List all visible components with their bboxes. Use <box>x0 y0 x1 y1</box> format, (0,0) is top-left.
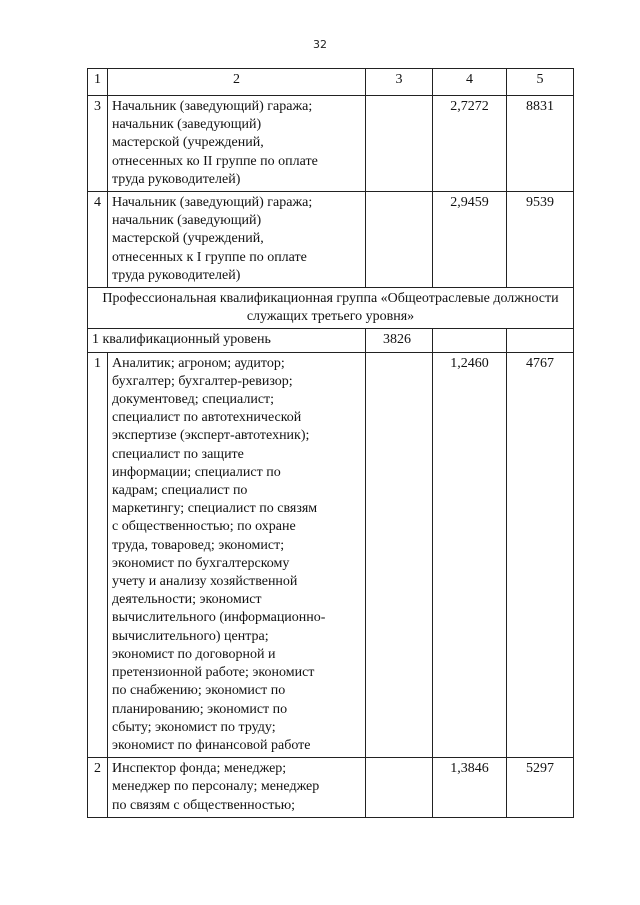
header-cell: 3 <box>366 69 433 96</box>
header-cell: 1 <box>88 69 108 96</box>
salary-cell: 4767 <box>507 352 574 757</box>
group-heading-row <box>88 288 574 329</box>
base-salary-cell <box>366 96 433 192</box>
page-number: 32 <box>313 38 327 51</box>
header-cell: 2 <box>108 69 366 96</box>
base-salary-cell <box>366 192 433 288</box>
position-title: Инспектор фонда; менеджер; менеджер по персоналу; менеджер по связям с общественностью; <box>108 758 366 818</box>
table-header-row <box>88 69 574 96</box>
salary-cell: 5297 <box>507 758 574 818</box>
position-title: Начальник (заведующий) гаража; начальник (заведующий) мастерской (учреждений, отнесенных к I группе по оплате труда руководителей) <box>108 192 366 288</box>
row-number: 3 <box>88 96 108 192</box>
row-number: 4 <box>88 192 108 288</box>
position-title: Аналитик; агроном; аудитор; бухгалтер; бухгалтер-ревизор; документовед; специалист; специалист по автотехнической экспертизе (эксперт-автотехник); специалист по защите информации; специалист по кадрам; специалист по маркетингу; специалист по связям с общественностью; по охране труда, товаровед; экономист; экономист по бухгалтерскому учету и анализу хозяйственной деятельности; экономист вычислительного (информационно- вычислительного) центра; экономист по договорной и претензионной работе; экономист по снабжению; экономист по планированию; экономист по сбыту; экономист по труду; экономист по финансовой работе <box>108 352 366 757</box>
coefficient-cell: 2,7272 <box>433 96 507 192</box>
coefficient-cell: 2,9459 <box>433 192 507 288</box>
level-label: 1 квалификационный уровень <box>88 329 366 352</box>
level-col4 <box>433 329 507 352</box>
row-number: 2 <box>88 758 108 818</box>
row-number: 1 <box>88 352 108 757</box>
base-salary-cell <box>366 352 433 757</box>
base-salary-cell <box>366 758 433 818</box>
level-base-salary: 3826 <box>366 329 433 352</box>
level-col5 <box>507 329 574 352</box>
salary-cell: 9539 <box>507 192 574 288</box>
position-title: Начальник (заведующий) гаража; начальник (заведующий) мастерской (учреждений, отнесенных ко II группе по оплате труда руководителей) <box>108 96 366 192</box>
table-row <box>88 192 574 288</box>
salary-table <box>87 68 574 818</box>
header-cell: 4 <box>433 69 507 96</box>
group-title: Профессиональная квалификационная группа «Общеотраслевые должности служащих третьего уровня» <box>88 288 574 329</box>
qualification-level-row <box>88 329 574 352</box>
header-cell: 5 <box>507 69 574 96</box>
salary-cell: 8831 <box>507 96 574 192</box>
coefficient-cell: 1,2460 <box>433 352 507 757</box>
table-row <box>88 352 574 757</box>
table-row <box>88 758 574 818</box>
table-row <box>88 96 574 192</box>
coefficient-cell: 1,3846 <box>433 758 507 818</box>
